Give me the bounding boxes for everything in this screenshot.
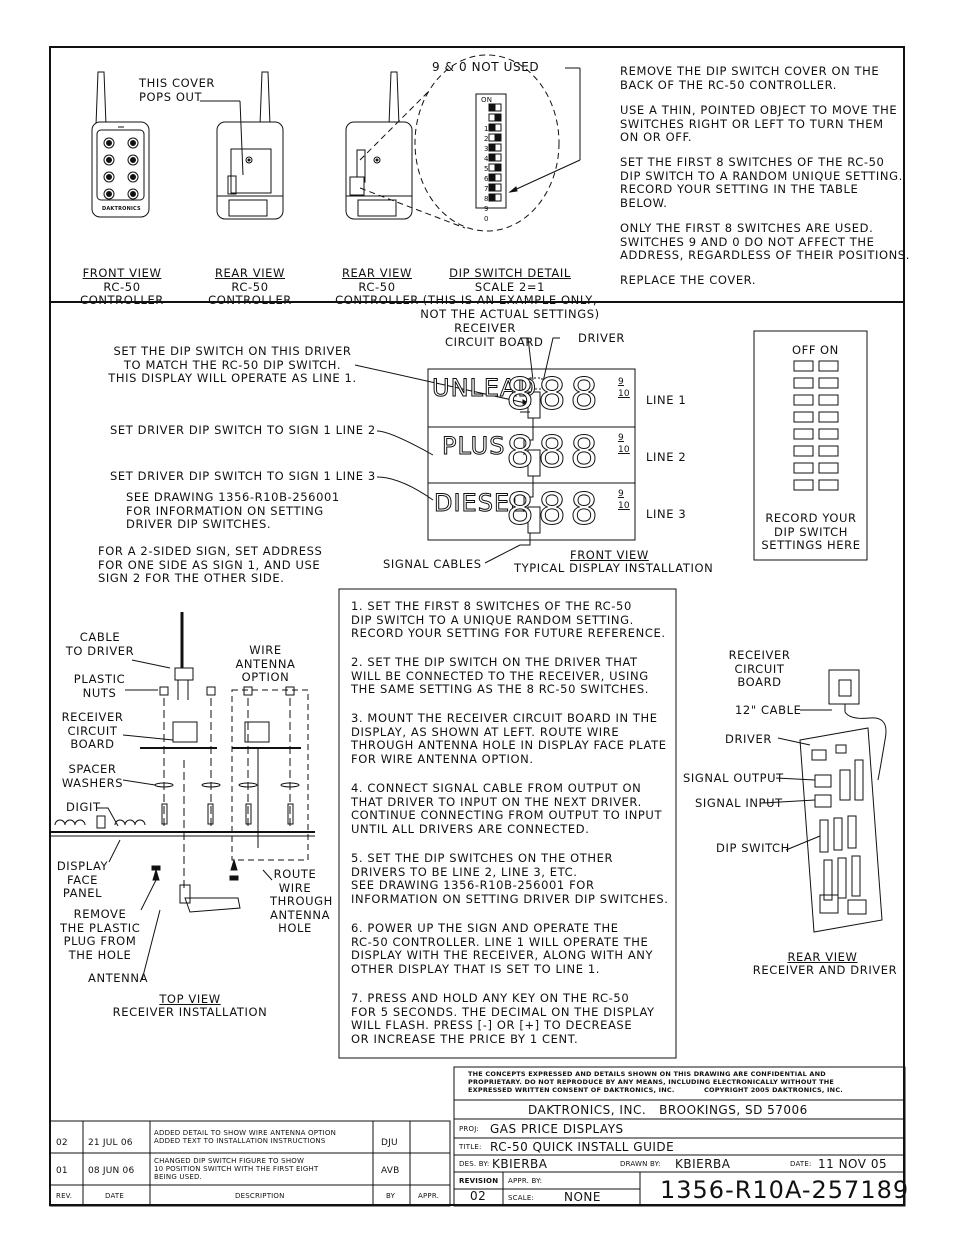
two-sided-note: FOR A 2-SIDED SIGN, SET ADDRESS FOR ONE SIDE AS SIGN 1, AND USE SIGN 2 FOR THE OTHER SIDE. <box>98 544 323 585</box>
drawing-number: 1356-R10A-257189 <box>660 1176 910 1204</box>
scale-value: NONE <box>564 1190 601 1204</box>
route-wire-label: ROUTE WIRE THROUGH ANTENNA HOLE <box>270 867 333 935</box>
step-3: 3. MOUNT THE RECEIVER CIRCUIT BOARD IN THE DISPLAY, AS SHOWN AT LEFT. ROUTE WIRE THROUGH ANTENNA HOLE IN DISPLAY FACE PLATE FOR WIRE ANTENNA OPTION. <box>351 711 667 766</box>
antenna-label: ANTENNA <box>88 971 149 985</box>
front-view-title: FRONT VIEW <box>570 548 649 562</box>
product-name-3: DIESEL <box>434 489 525 517</box>
view-dip-detail: DIP SWITCH DETAIL SCALE 2=1 (THIS IS AN EXAMPLE ONLY, NOT THE ACTUAL SETTINGS) <box>420 266 600 321</box>
dip-on-label: ON <box>481 96 493 104</box>
rev-header-date: DATE <box>105 1192 125 1200</box>
drafter: KBIERBA <box>675 1157 731 1171</box>
scale-label: SCALE: <box>508 1194 535 1202</box>
rear-driver-label: DRIVER <box>725 732 772 746</box>
line-label-2: LINE 2 <box>646 450 687 464</box>
signal-output-label: SIGNAL OUTPUT <box>683 771 784 785</box>
rear-dip-switch-label: DIP SWITCH <box>716 841 790 855</box>
company-line: DAKTRONICS, INC. BROOKINGS, SD 57006 <box>528 1103 808 1117</box>
frac-2: 9 10 <box>618 433 630 455</box>
date-label: DATE: <box>790 1160 812 1168</box>
rev-desc: ADDED DETAIL TO SHOW WIRE ANTENNA OPTION ADDED TEXT TO INSTALLATION INSTRUCTIONS <box>154 1129 337 1145</box>
step-6: 6. POWER UP THE SIGN AND OPERATE THE RC-50 CONTROLLER. LINE 1 WILL OPERATE THE DISPLAY WITH THE RECEIVER, ALONG WITH ANY OTHER DISPLAY THAT IS SET TO LINE 1. <box>351 921 654 976</box>
remove-plug-label: REMOVE THE PLASTIC PLUG FROM THE HOLE <box>60 907 141 962</box>
rev-date: 21 JUL 06 <box>88 1138 133 1148</box>
see-drawing-note: SEE DRAWING 1356-R10B-256001 FOR INFORMATION ON SETTING DRIVER DIP SWITCHES. <box>126 490 340 531</box>
view-rear: REAR VIEW RC-50 CONTROLLER <box>208 266 292 307</box>
frac-3: 9 10 <box>618 489 630 511</box>
display-receiver-label: RECEIVER CIRCUIT BOARD <box>445 321 544 349</box>
signal-input-label: SIGNAL INPUT <box>695 796 783 810</box>
cover-note: THIS COVER POPS OUT <box>139 76 216 104</box>
note-line2: SET DRIVER DIP SWITCH TO SIGN 1 LINE 2 <box>110 423 376 437</box>
drawing-title: RC-50 QUICK INSTALL GUIDE <box>490 1140 675 1154</box>
remote-brand: DAKTRONICS <box>102 206 141 212</box>
rev-desc: CHANGED DIP SWITCH FIGURE TO SHOW 10 POSITION SWITCH WITH THE FIRST EIGHT BEING USED. <box>154 1157 319 1181</box>
driver-board <box>800 728 882 932</box>
receiver-install-caption: RECEIVER INSTALLATION <box>112 1005 268 1019</box>
view-rear-2: REAR VIEW RC-50 CONTROLLER <box>335 266 419 307</box>
rev-header-desc: DESCRIPTION <box>235 1192 285 1200</box>
rev-date: 08 JUN 06 <box>88 1166 135 1176</box>
line-label-3: LINE 3 <box>646 507 687 521</box>
rev-header-rev: REV. <box>56 1192 73 1200</box>
step-2: 2. SET THE DIP SWITCH ON THE DRIVER THAT WILL BE CONNECTED TO THE RECEIVER, USING THE SAME SETTING AS THE 8 RC-50 SWITCHES. <box>351 655 649 696</box>
rear-receiver-label: RECEIVER CIRCUIT BOARD <box>728 648 791 689</box>
rear-view-title: REAR VIEW <box>787 950 858 964</box>
revision-number: 02 <box>470 1189 487 1203</box>
top-instruction-1: REMOVE THE DIP SWITCH COVER ON THE BACK OF THE RC-50 CONTROLLER. <box>620 64 880 92</box>
dip-number-labels: 1 2 3 4 5 6 7 8 9 0 <box>484 125 489 223</box>
rear-caption: RECEIVER AND DRIVER <box>752 963 898 977</box>
not-used-note: 9 & 0 NOT USED <box>432 60 540 74</box>
revision-label: REVISION <box>459 1177 499 1185</box>
rev-number: 01 <box>56 1166 68 1176</box>
step-7: 7. PRESS AND HOLD ANY KEY ON THE RC-50 FOR 5 SECONDS. THE DECIMAL ON THE DISPLAY WILL FLASH. PRESS [-] OR [+] TO DECREASE OR INCREASE THE PRICE BY 1 CENT. <box>351 991 655 1046</box>
step-5: 5. SET THE DIP SWITCHES ON THE OTHER DRIVERS TO BE LINE 2, LINE 3, ETC. SEE DRAWING 1356-R10B-256001 FOR INFORMATION ON SETTING DRIVER DIP SWITCHES. <box>351 851 669 906</box>
spacer-washers-label: SPACER WASHERS <box>61 762 124 790</box>
record-caption: RECORD YOUR DIP SWITCH SETTINGS HERE <box>761 511 861 552</box>
step-4: 4. CONNECT SIGNAL CABLE FROM OUTPUT ON THAT DRIVER TO INPUT ON THE NEXT DRIVER. CONTINUE CONNECTING FROM OUTPUT TO INPUT UNTIL ALL DRIVERS ARE CONNECTED. <box>351 781 663 836</box>
record-on-label: ON <box>820 343 839 357</box>
designer: KBIERBA <box>492 1157 548 1171</box>
project-name: GAS PRICE DISPLAYS <box>490 1122 624 1136</box>
signal-cables-label: SIGNAL CABLES <box>383 557 482 571</box>
top-instruction-5: REPLACE THE COVER. <box>620 273 757 287</box>
des-label: DES. BY: <box>459 1160 490 1168</box>
product-name-1: UNLEAD <box>432 374 537 402</box>
top-instruction-3: SET THE FIRST 8 SWITCHES OF THE RC-50 DIP SWITCH TO A RANDOM UNIQUE SETTING. RECORD YOUR SETTING IN THE TABLE BELOW. <box>620 155 903 210</box>
appr-label: APPR. BY: <box>508 1177 543 1185</box>
confidential-notice: THE CONCEPTS EXPRESSED AND DETAILS SHOWN ON THIS DRAWING ARE CONFIDENTIAL AND PROPRIETARY. DO NOT REPRODUCE BY ANY MEANS, INCLUDING ELECTRONICALLY WITHOUT THE EXPRESSED WRITTEN CONSENT OF DAKTRONICS, INC. COPYRIGHT 2005 DAKTRONICS, INC. <box>468 1070 843 1094</box>
proj-label: PROJ: <box>459 1125 480 1133</box>
digits-1: 888 <box>506 369 602 420</box>
view-front: FRONT VIEW RC-50 CONTROLLER <box>80 266 164 307</box>
rev-by: AVB <box>381 1166 400 1176</box>
top-instruction-2: USE A THIN, POINTED OBJECT TO MOVE THE SWITCHES RIGHT OR LEFT TO TURN THEM ON OR OFF. <box>620 103 898 144</box>
display-driver-label: DRIVER <box>578 331 625 345</box>
digits-2: 888 <box>506 427 602 478</box>
step-1: 1. SET THE FIRST 8 SWITCHES OF THE RC-50 DIP SWITCH TO A UNIQUE RANDOM SETTING. RECORD YOUR SETTING FOR FUTURE REFERENCE. <box>351 599 666 640</box>
title-label: TITLE: <box>459 1143 482 1151</box>
frac-1: 9 10 <box>618 377 630 399</box>
rev-header-appr: APPR. <box>418 1192 440 1200</box>
cable-to-driver-label: CABLE TO DRIVER <box>65 630 135 658</box>
receiver-board-label: RECEIVER CIRCUIT BOARD <box>61 710 124 751</box>
product-name-2: PLUS <box>442 432 506 460</box>
rev-header-by: BY <box>386 1192 396 1200</box>
drawing-date: 11 NOV 05 <box>818 1157 888 1171</box>
wire-antenna-label: WIRE ANTENNA OPTION <box>235 643 296 684</box>
top-instruction-4: ONLY THE FIRST 8 SWITCHES ARE USED. SWITCHES 9 AND 0 DO NOT AFFECT THE ADDRESS, REGARDLESS OF THEIR POSITIONS. <box>620 221 910 262</box>
drawn-label: DRAWN BY: <box>620 1160 661 1168</box>
record-off-label: OFF <box>792 343 817 357</box>
note-line1: SET THE DIP SWITCH ON THIS DRIVER TO MATCH THE RC-50 DIP SWITCH. THIS DISPLAY WILL OPERATE AS LINE 1. <box>108 344 357 385</box>
record-table <box>794 361 838 490</box>
digits-3: 888 <box>506 484 602 535</box>
typical-install-caption: TYPICAL DISPLAY INSTALLATION <box>514 561 714 575</box>
rev-by: DJU <box>381 1138 398 1148</box>
rev-number: 02 <box>56 1138 68 1148</box>
top-view-title: TOP VIEW <box>159 992 221 1006</box>
rear-cable-label: 12" CABLE <box>735 703 802 717</box>
digit-label: DIGIT <box>66 800 101 814</box>
display-face-label: DISPLAY FACE PANEL <box>56 859 109 900</box>
plastic-nuts-label: PLASTIC NUTS <box>73 672 126 700</box>
note-line3: SET DRIVER DIP SWITCH TO SIGN 1 LINE 3 <box>110 469 376 483</box>
line-label-1: LINE 1 <box>646 393 687 407</box>
